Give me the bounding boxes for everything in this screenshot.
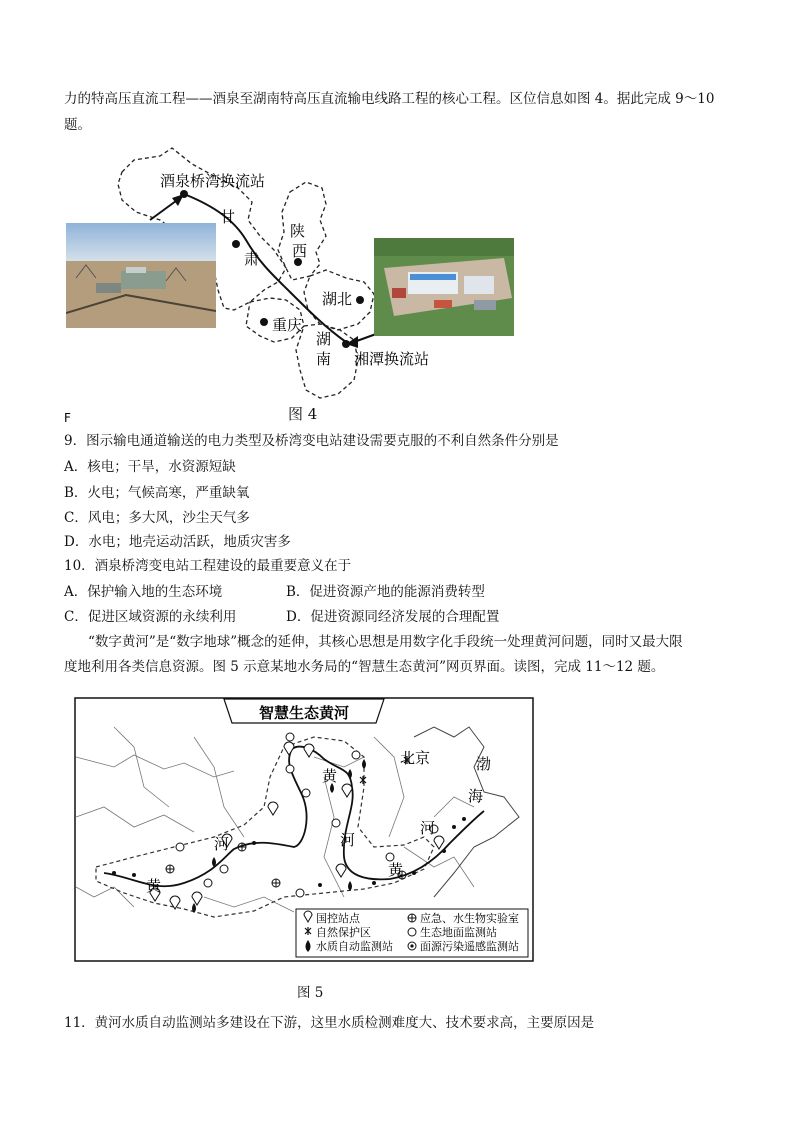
label-nan: 南 [316, 350, 332, 368]
figure-5-svg [74, 697, 534, 962]
label-gan: 甘 [220, 208, 236, 226]
legend-label-5: 面源污染遥感监测站 [420, 940, 519, 953]
label-hai: 海 [468, 787, 484, 805]
q10-option-b: B．促进资源产地的能源消费转型 [286, 584, 485, 600]
intro-line-2: 题。 [64, 117, 91, 133]
label-su: 肃 [244, 250, 260, 268]
label-he-3: 河 [420, 819, 436, 837]
legend-label-1: 应急、水生物实验室 [420, 912, 519, 925]
dot-circle-icon [408, 942, 416, 950]
label-bo: 渤 [476, 755, 492, 773]
legend-label-2: 自然保护区 [316, 926, 371, 939]
label-xi: 西 [292, 242, 308, 260]
label-hubei: 湖北 [322, 290, 353, 308]
margin-mark: F [64, 411, 71, 425]
q9-option-b: B．火电；气候高寒，严重缺氧 [64, 485, 250, 501]
photo-xiangtan-station [374, 238, 514, 336]
label-he-1: 河 [340, 831, 356, 849]
q10-option-d: D．促进资源同经济发展的合理配置 [286, 609, 500, 625]
q10-stem: 10．酒泉桥湾变电站工程建设的最重要意义在于 [64, 558, 352, 574]
label-hu: 湖 [316, 330, 332, 348]
photo-jiuquan-station [66, 223, 216, 328]
q9-option-c: C．风电；多大风，沙尘天气多 [64, 510, 250, 526]
hollow-circle-icon [408, 928, 416, 936]
label-chongqing: 重庆 [272, 316, 303, 334]
q9-option-a: A．核电；干旱，水资源短缺 [64, 459, 236, 475]
crosshair-circle-icon [408, 914, 416, 922]
label-xiangtan: 湘潭换流站 [354, 350, 430, 368]
figure-5-map [74, 697, 534, 962]
label-shaan: 陕 [290, 222, 306, 240]
label-huang-1: 黄 [322, 767, 338, 785]
dot-hubei [356, 296, 364, 304]
legend-label-3: 生态地面监测站 [420, 926, 497, 939]
label-huang-3: 黄 [388, 861, 404, 879]
dot-jiuquan [180, 190, 188, 198]
label-beijing: 北京 [400, 749, 431, 767]
figure-4-caption: 图 4 [288, 405, 318, 423]
intro-line-1: 力的特高压直流工程——酒泉至湖南特高压直流输电线路工程的核心工程。区位信息如图 4。据此完成 9～10 [64, 91, 715, 107]
q9-option-d: D．水电；地壳运动活跃，地质灾害多 [64, 534, 291, 550]
label-huang-2: 黄 [146, 877, 162, 895]
q9-stem: 9．图示输电通道输送的电力类型及桥湾变电站建设需要克服的不利自然条件分别是 [64, 433, 559, 449]
q11-stem: 11．黄河水质自动监测站多建设在下游，这里水质检测难度大、技术要求高，主要原因是 [64, 1015, 595, 1031]
dot-xiangtan [342, 340, 350, 348]
passage-line-1: “数字黄河”是“数字地球”概念的延伸，其核心思想是用数字化手段统一处理黄河问题，同时又最大限 [88, 634, 683, 650]
figure-5-title: 智慧生态黄河 [258, 704, 350, 722]
dot-gansu [232, 240, 240, 248]
label-jiuquan: 酒泉桥湾换流站 [160, 172, 266, 190]
q10-option-c: C．促进区域资源的永续利用 [64, 609, 237, 625]
legend-label-0: 国控站点 [316, 912, 360, 925]
label-he-2: 河 [214, 835, 230, 853]
dot-chongqing [260, 318, 268, 326]
q10-option-a: A．保护输入地的生态环境 [64, 584, 223, 600]
passage-line-2: 度地利用各类信息资源。图 5 示意某地水务局的“智慧生态黄河”网页界面。读图，完成 11～12 题。 [64, 659, 665, 675]
legend-label-4: 水质自动监测站 [316, 940, 393, 953]
figure-5-caption: 图 5 [297, 985, 324, 1001]
